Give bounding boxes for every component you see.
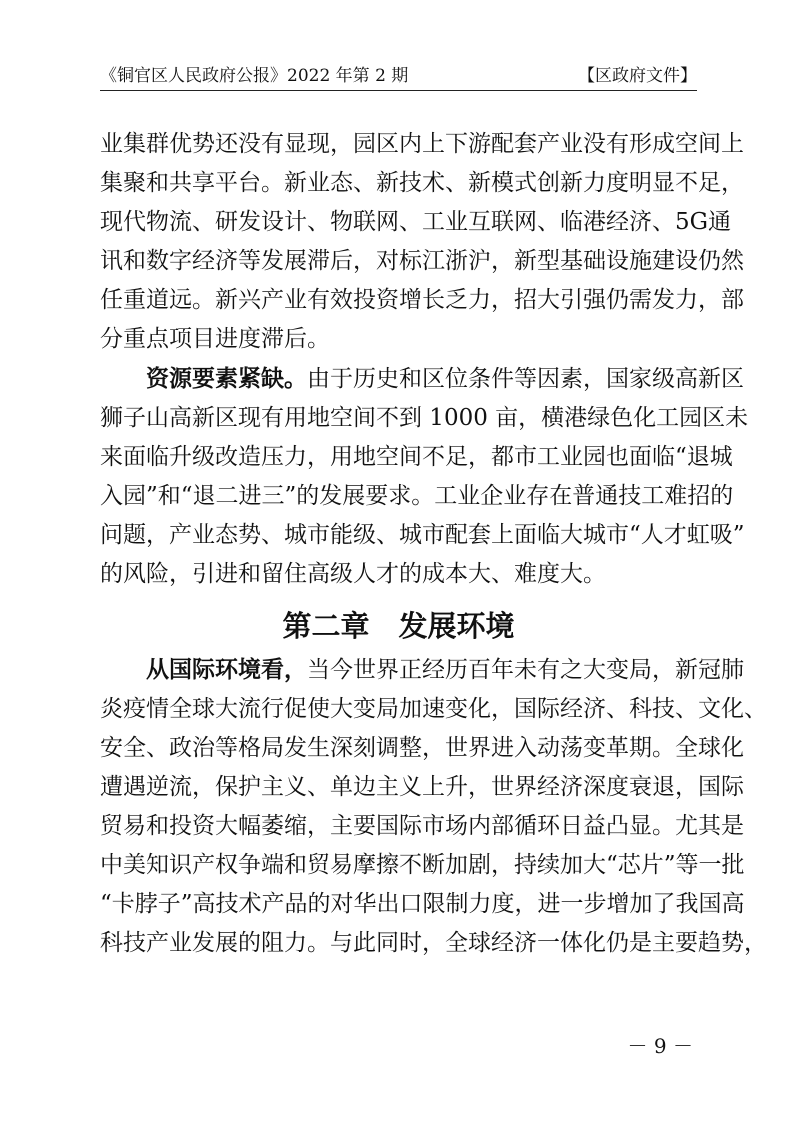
page-number: － 9 －: [627, 1034, 693, 1058]
text-line: [100, 651, 744, 690]
header-section: 【区政府文件】: [578, 66, 697, 86]
paragraph-lead: 资源要素紧缺。: [146, 366, 307, 392]
paragraph-2: [100, 360, 749, 594]
paragraph-1: [100, 125, 744, 359]
paragraph-lead: 从国际环境看，: [146, 657, 307, 683]
text-line: 分重点项目进度滞后。: [100, 326, 330, 352]
text-line: “卡脖子”高技术产品的对华出口限制力度，进一步增加了我国高: [100, 891, 745, 917]
text-line: 炎疫情全球大流行促使大变局加速变化，国际经济、科技、文化、: [100, 696, 767, 722]
text-line: 任重道远。新兴产业有效投资增长乏力，招大引强仍需发力，部: [100, 287, 744, 313]
header-publication: 《铜官区人民政府公报》2022 年第 2 期: [100, 66, 409, 86]
text-line: 中美知识产权争端和贸易摩擦不断加剧，持续加大“芯片”等一批: [100, 852, 745, 878]
text-line: 问题，产业态势、城市能级、城市配套上面临大城市“人才虹吸”: [100, 522, 745, 548]
paragraph-3: [100, 651, 767, 963]
text-line: 科技产业发展的阻力。与此同时，全球经济一体化仍是主要趋势，: [100, 930, 767, 956]
text-line: 集聚和共享平台。新业态、新技术、新模式创新力度明显不足，: [100, 170, 744, 196]
text-run: 由于历史和区位条件等因素，国家级高新区: [307, 366, 744, 392]
text-line: 来面临升级改造压力，用地空间不足，都市工业园也面临“退城: [100, 444, 733, 470]
text-line: 讯和数字经济等发展滞后，对标江浙沪，新型基础设施建设仍然: [100, 248, 744, 274]
chapter-heading: 第二章 发展环境: [282, 609, 515, 643]
text-line: 遭遇逆流，保护主义、单边主义上升，世界经济深度衰退，国际: [100, 774, 744, 800]
running-header: [100, 62, 697, 91]
text-line: 狮子山高新区现有用地空间不到 1000 亩，横港绿色化工园区未: [100, 405, 749, 431]
text-line: 现代物流、研发设计、物联网、工业互联网、临港经济、5G通: [100, 209, 732, 235]
text-run: 当今世界正经历百年未有之大变局，新冠肺: [307, 657, 744, 683]
text-line: 入园”和“退二进三”的发展要求。工业企业存在普通技工难招的: [100, 483, 734, 509]
text-line: [100, 360, 744, 399]
text-line: 业集群优势还没有显现，园区内上下游配套产业没有形成空间上: [100, 131, 744, 157]
text-line: 的风险，引进和留住高级人才的成本大、难度大。: [100, 561, 606, 587]
text-line: 贸易和投资大幅萎缩，主要国际市场内部循环日益凸显。尤其是: [100, 813, 744, 839]
text-line: 安全、政治等格局发生深刻调整，世界进入动荡变革期。全球化: [100, 735, 744, 761]
